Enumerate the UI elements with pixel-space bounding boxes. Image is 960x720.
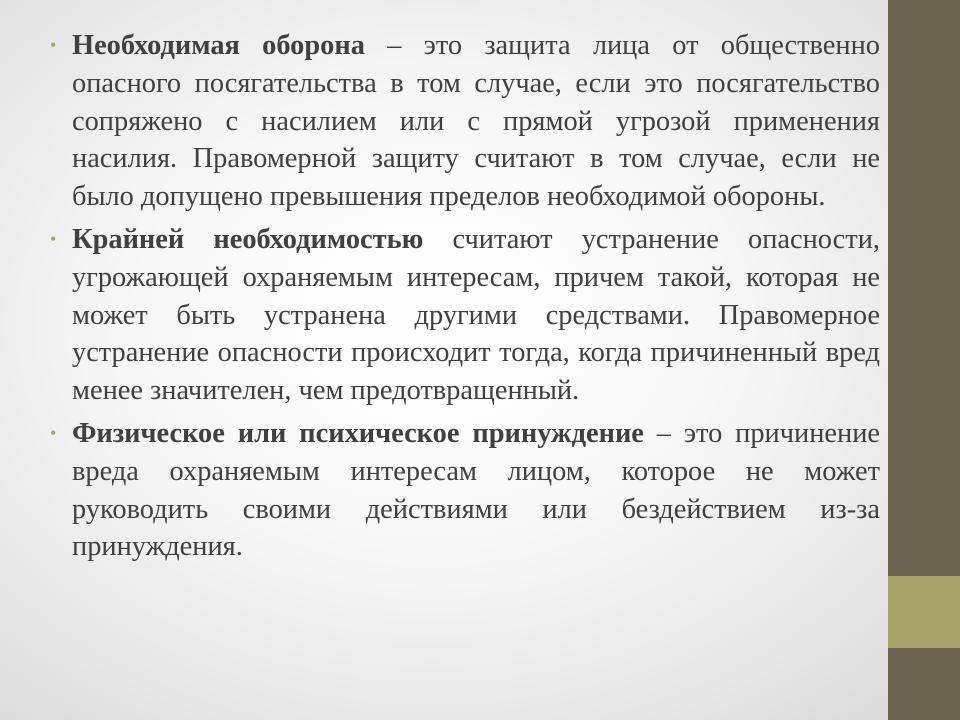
bullet-item-coercion [48,415,880,566]
bullet-text: – это защита лица от общественно опасного посягательства в том случае, если это посягательство сопряжено с насилием или с прямой угрозой применения насилия. Правомерной защиту считают в том случае, если не было допущено превышения пределов необходимой обороны. [72,30,880,213]
bullet-text: считают устранение опасности, угрожающей охраняемым интересам, причем такой, которая не может быть устранена другими средствами. Правомерное устранение опасности происходит тогда, когда причиненный вред менее значителен, чем предотвращенный. [72,223,880,407]
bullet-term: Физическое или психическое принуждение [72,417,644,449]
bullet-marker: • [50,422,57,443]
bullet-item-extreme-necessity [48,221,880,410]
bullet-marker: • [50,35,57,55]
bullet-item-necessary-defense [48,27,880,216]
side-band-accent [888,576,960,648]
bullet-term: Крайней необходимостью [72,223,424,255]
bullet-term: Необходимая оборона [72,30,365,61]
content-area [48,27,880,571]
bullet-text: – это причинение вреда охраняемым интересам лицом, которое не может руководить своими действиями или бездействием из-за принуждения. [72,417,880,563]
bullet-marker: • [50,228,57,249]
